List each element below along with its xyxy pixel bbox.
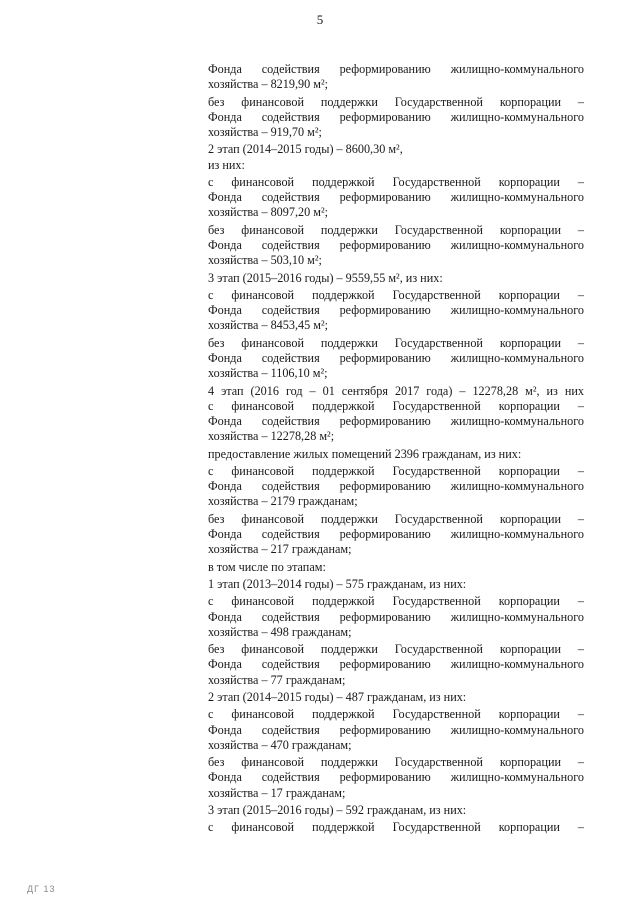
paragraph <box>208 95 584 141</box>
text-line: Фонда содействия реформированию жилищно-коммунального <box>208 350 584 365</box>
paragraph <box>208 642 584 688</box>
text-line: без финансовой поддержки Государственной корпорации – <box>208 222 584 237</box>
text-line: 3 этап (2015–2016 годы) – 592 гражданам, из них: <box>208 802 467 817</box>
text-line: хозяйства – 8219,90 м²; <box>208 77 328 92</box>
text-line: с финансовой поддержкой Государственной корпорации – <box>208 820 584 835</box>
text-line: 4 этап (2016 год – 01 сентября 2017 года) – 12278,28 м², из них <box>208 383 584 398</box>
paragraph <box>208 690 584 705</box>
paragraph <box>208 707 584 753</box>
paragraph <box>208 384 584 445</box>
text-line: без финансовой поддержки Государственной корпорации – <box>208 94 584 109</box>
scan-footer-mark: ДГ 13 <box>27 884 56 894</box>
text-line: с финансовой поддержкой Государственной корпорации – <box>208 398 584 413</box>
paragraph <box>208 803 584 818</box>
text-line: без финансовой поддержки Государственной корпорации – <box>208 642 584 657</box>
paragraph <box>208 755 584 801</box>
text-line: из них: <box>208 157 245 172</box>
text-line: без финансовой поддержки Государственной корпорации – <box>208 511 584 526</box>
text-line: Фонда содействия реформированию жилищно-коммунального <box>208 109 584 124</box>
text-line: Фонда содействия реформированию жилищно-коммунального <box>208 770 584 785</box>
text-line: хозяйства – 8097,20 м²; <box>208 205 328 220</box>
text-line: Фонда содействия реформированию жилищно-коммунального <box>208 303 584 318</box>
text-line: Фонда содействия реформированию жилищно-коммунального <box>208 479 584 494</box>
text-line: с финансовой поддержкой Государственной корпорации – <box>208 594 584 609</box>
text-line: Фонда содействия реформированию жилищно-коммунального <box>208 62 584 76</box>
text-line: хозяйства – 17 гражданам; <box>208 785 346 800</box>
paragraph <box>208 560 584 575</box>
text-line: Фонда содействия реформированию жилищно-коммунального <box>208 722 584 737</box>
text-line: без финансовой поддержки Государственной корпорации – <box>208 335 584 350</box>
paragraph <box>208 594 584 640</box>
paragraph <box>208 577 584 592</box>
paragraph <box>208 142 584 172</box>
paragraph <box>208 447 584 462</box>
text-line: хозяйства – 498 гражданам; <box>208 624 352 639</box>
document-body <box>208 62 584 838</box>
text-line: хозяйства – 217 гражданам; <box>208 542 352 557</box>
text-line: с финансовой поддержкой Государственной корпорации – <box>208 463 584 478</box>
paragraph <box>208 271 584 286</box>
text-line: хозяйства – 77 гражданам; <box>208 672 346 687</box>
text-line: с финансовой поддержкой Государственной корпорации – <box>208 707 584 722</box>
paragraph <box>208 175 584 221</box>
text-line: хозяйства – 2179 гражданам; <box>208 494 358 509</box>
text-line: с финансовой поддержкой Государственной корпорации – <box>208 287 584 302</box>
text-line: хозяйства – 503,10 м²; <box>208 253 322 268</box>
text-line: Фонда содействия реформированию жилищно-коммунального <box>208 413 584 428</box>
text-line: 2 этап (2014–2015 годы) – 8600,30 м², <box>208 142 403 157</box>
text-line: Фонда содействия реформированию жилищно-коммунального <box>208 609 584 624</box>
paragraph <box>208 820 584 835</box>
paragraph <box>208 223 584 269</box>
text-line: с финансовой поддержкой Государственной корпорации – <box>208 174 584 189</box>
paragraph <box>208 62 584 92</box>
paragraph <box>208 288 584 334</box>
text-line: 1 этап (2013–2014 годы) – 575 гражданам, из них: <box>208 576 467 591</box>
paragraph <box>208 512 584 558</box>
text-line: хозяйства – 470 гражданам; <box>208 737 352 752</box>
text-line: хозяйства – 1106,10 м²; <box>208 366 328 381</box>
paragraph <box>208 464 584 510</box>
text-line: Фонда содействия реформированию жилищно-коммунального <box>208 526 584 541</box>
paragraph <box>208 336 584 382</box>
text-line: хозяйства – 12278,28 м²; <box>208 429 335 444</box>
text-line: Фонда содействия реформированию жилищно-коммунального <box>208 190 584 205</box>
text-line: предоставление жилых помещений 2396 гражданам, из них: <box>208 446 522 461</box>
text-line: хозяйства – 919,70 м²; <box>208 125 322 139</box>
text-line: Фонда содействия реформированию жилищно-коммунального <box>208 657 584 672</box>
text-line: 2 этап (2014–2015 годы) – 487 гражданам, из них: <box>208 689 467 704</box>
text-line: 3 этап (2015–2016 годы) – 9559,55 м², из них: <box>208 270 443 285</box>
text-line: без финансовой поддержки Государственной корпорации – <box>208 755 584 770</box>
page-number: 5 <box>316 12 324 27</box>
text-line: в том числе по этапам: <box>208 559 326 574</box>
text-line: хозяйства – 8453,45 м²; <box>208 318 328 333</box>
text-line: Фонда содействия реформированию жилищно-коммунального <box>208 237 584 252</box>
